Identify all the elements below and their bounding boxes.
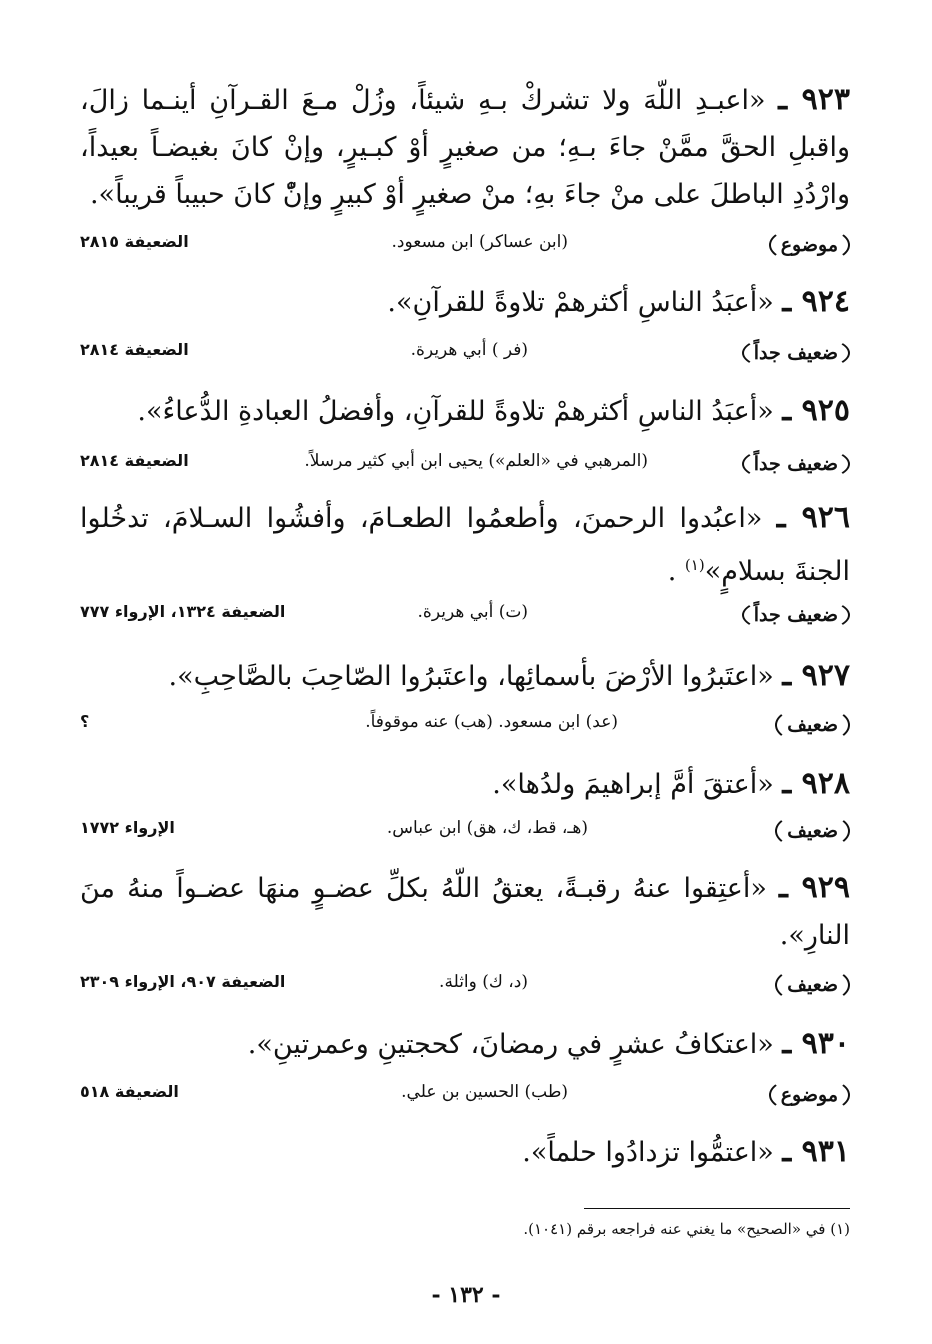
reference-text: ؟ xyxy=(80,712,90,731)
grade-label: ضعيف xyxy=(775,708,850,742)
hadith-text: «أعتقَ أمَّ إبراهيمَ ولدُها». xyxy=(492,769,774,800)
hadith-meta-923 xyxy=(80,228,850,262)
grade-label: موضوع xyxy=(769,1078,850,1112)
hadith-entry-930 xyxy=(80,1020,850,1068)
reference-text: الضعيفة ٢٨١٥ xyxy=(80,232,189,251)
reference-text: الإرواء ١٧٧٢ xyxy=(80,818,175,837)
reference-text: الضعيفة ٥١٨ xyxy=(80,1082,179,1101)
reference-text: الضعيفة ٢٨١٤ xyxy=(80,340,189,359)
hadith-number: ٩٣١ ـ xyxy=(782,1134,850,1169)
hadith-number: ٩٢٨ ـ xyxy=(782,766,850,801)
hadith-text: «اعتكافُ عشرٍ في رمضانَ، كحجتينِ وعمرتينِ». xyxy=(247,1029,774,1060)
source-text: (ت) أبي هريرة. xyxy=(417,602,528,622)
hadith-number: ٩٢٤ ـ xyxy=(782,284,850,319)
footnote-divider xyxy=(584,1208,850,1209)
hadith-text: «أعتِقوا عنهُ رقبـةً، يعتقُ اللّهُ بكلِّ عضـوٍ منهَا عضـواً منهُ منَ النارِ». xyxy=(80,873,850,951)
hadith-text: «اعتمُّوا تزدادُوا حلماً». xyxy=(522,1137,774,1168)
page-number: - ١٣٢ - xyxy=(431,1282,501,1308)
grade-label: موضوع xyxy=(769,228,850,262)
grade-label: ضعيف جداً xyxy=(742,598,850,632)
source-text: (المرهبي في «العلم») يحيى ابن أبي كثير مرسلاً. xyxy=(304,451,648,471)
hadith-entry-927 xyxy=(80,652,850,700)
grade-label: ضعيف جداً xyxy=(742,336,850,370)
hadith-meta-926 xyxy=(80,598,850,632)
hadith-meta-924 xyxy=(80,336,850,370)
hadith-entry-924 xyxy=(80,278,850,326)
hadith-entry-923 xyxy=(80,76,850,218)
hadith-meta-925 xyxy=(80,447,850,481)
hadith-entry-926 xyxy=(80,494,850,595)
hadith-entry-929 xyxy=(80,864,850,959)
hadith-meta-930 xyxy=(80,1078,850,1112)
source-text: (د، ك) واثلة. xyxy=(439,972,528,992)
hadith-entry-925 xyxy=(80,387,850,435)
hadith-number: ٩٣٠ ـ xyxy=(782,1026,850,1061)
source-text: (طب) الحسين بن علي. xyxy=(401,1082,568,1102)
source-text: (فر ) أبي هريرة. xyxy=(410,340,528,360)
footnote-marker: (١) xyxy=(684,556,705,574)
hadith-number: ٩٢٦ ـ xyxy=(776,500,850,535)
hadith-text: «اعبُدوا الرحمنَ، وأطعمُوا الطعـامَ، وأفشُوا السـلامَ، تدخُلوا الجنةَ بسلامٍ» xyxy=(80,503,850,587)
hadith-text: «اعتَبرُوا الأرْضَ بأسمائِها، واعتَبرُوا الصّاحِبَ بالصَّاحِبِ». xyxy=(168,661,774,692)
hadith-meta-928 xyxy=(80,814,850,848)
hadith-number: ٩٢٩ ـ xyxy=(778,870,850,905)
grade-label: ضعيف xyxy=(775,968,850,1002)
hadith-text: «أعبَدُ الناسِ أكثرهمْ تلاوةً للقرآنِ، وأفضلُ العبادةِ الدُّعاءُ». xyxy=(137,396,774,427)
hadith-text: «أعبَدُ الناسِ أكثرهمْ تلاوةً للقرآنِ». xyxy=(387,287,774,318)
hadith-meta-927 xyxy=(80,708,850,742)
hadith-text: «اعبـدِ اللّهَ ولا تشركْ بـهِ شيئاً، وزُلْ مـعَ القـرآنِ أينـما زالَ، واقبلِ الحقَّ ممَّنْ جاءَ بـهِ؛ من صغيرٍ أوْ كبـيرٍ، وإنْ كانَ بغيضـاً بعيداً، وارْدُدِ الباطلَ على منْ جاءَ بهِ؛ منْ صغيرٍ أوْ كبيرٍ وإنّْ كانَ حبيباً قريباً». xyxy=(80,85,850,210)
hadith-text-tail: . xyxy=(667,556,677,587)
hadith-entry-928 xyxy=(80,760,850,808)
source-text: (ابن عساكر) ابن مسعود. xyxy=(391,232,568,252)
footnote: (١) في «الصحيح» ما يغني عنه فراجعه برقم (١٠٤١). xyxy=(523,1220,850,1238)
hadith-number: ٩٢٣ ـ xyxy=(778,82,850,117)
grade-label: ضعيف xyxy=(775,814,850,848)
hadith-number: ٩٢٧ ـ xyxy=(782,658,850,693)
grade-label: ضعيف جداً xyxy=(742,447,850,481)
reference-text: الضعيفة ٩٠٧، الإرواء ٢٣٠٩ xyxy=(80,972,286,991)
reference-text: الضعيفة ٢٨١٤ xyxy=(80,451,189,470)
source-text: (هـ، قط، ك، هق) ابن عباس. xyxy=(386,818,588,838)
hadith-number: ٩٢٥ ـ xyxy=(782,393,850,428)
source-text: (عد) ابن مسعود. (هب) عنه موقوفاً. xyxy=(365,712,618,732)
hadith-entry-931 xyxy=(80,1128,850,1176)
hadith-meta-929 xyxy=(80,968,850,1002)
reference-text: الضعيفة ١٣٢٤، الإرواء ٧٧٧ xyxy=(80,602,286,621)
